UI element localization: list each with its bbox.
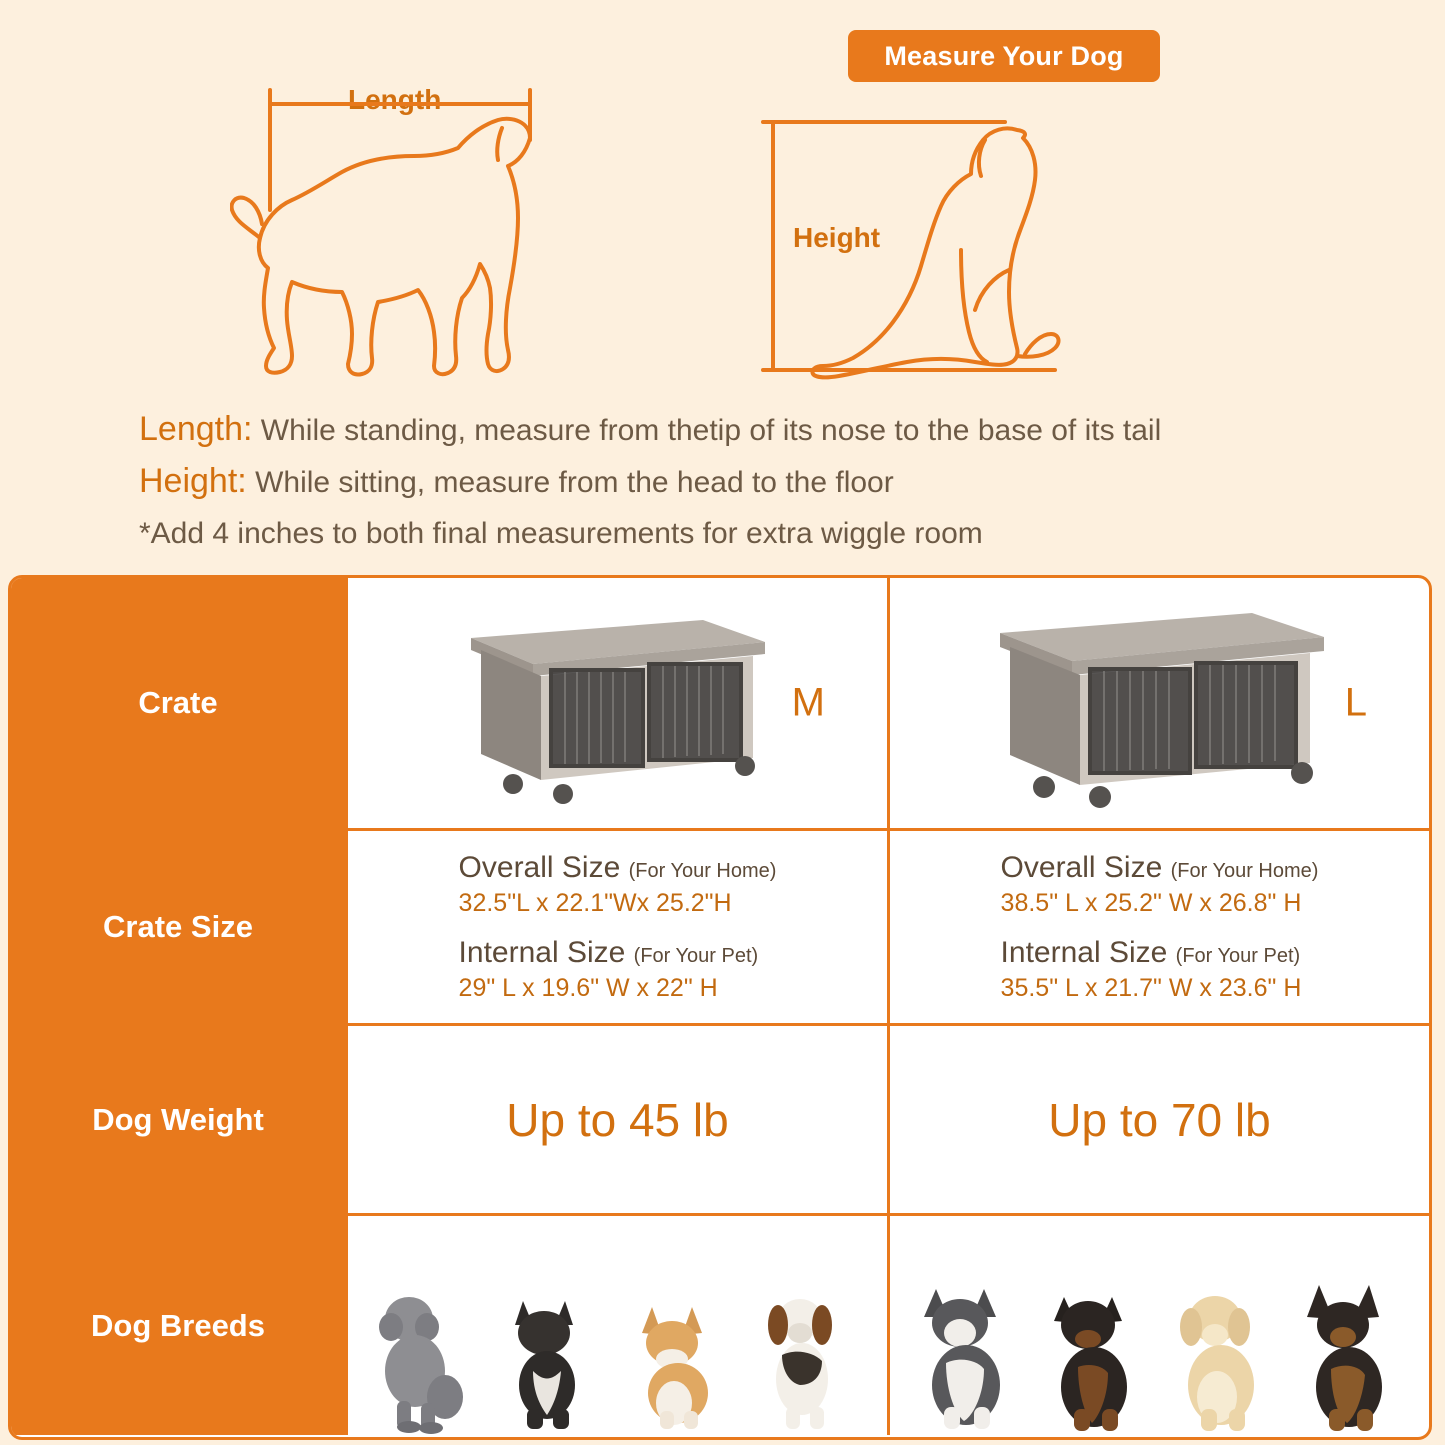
breed-husky — [908, 1285, 1028, 1435]
dog-weight-value-medium: Up to 45 lb — [506, 1093, 729, 1146]
standing-dog-illustration — [230, 80, 570, 380]
husky-image — [908, 1275, 1028, 1435]
crate-size-letter-large: L — [1344, 680, 1367, 725]
overall-size-title-medium — [459, 851, 777, 885]
height-instruction — [139, 456, 1259, 508]
overall-size-sublabel-medium: (For Your Home) — [628, 860, 777, 882]
crate-size-cell-large — [887, 831, 1429, 1023]
table-row-dog-weight — [11, 1023, 1429, 1213]
dog-breeds-cell-large — [887, 1216, 1429, 1435]
crate-image-large — [980, 593, 1340, 813]
overall-size-value-large: 38.5" L x 25.2" W x 26.8" H — [1000, 889, 1302, 917]
breed-list-medium — [348, 1216, 887, 1435]
breed-list-large — [890, 1216, 1429, 1435]
breed-golden-retriever — [1163, 1285, 1283, 1435]
measurement-instructions — [139, 404, 1259, 560]
wiggle-room-note: *Add 4 inches to both final measurements for extra wiggle room — [139, 517, 983, 550]
beagle-image — [754, 1285, 864, 1435]
crate-size-block-large — [1001, 851, 1319, 1003]
golden-retriever-image — [1163, 1275, 1283, 1435]
row-header-crate: Crate — [11, 578, 345, 828]
overall-size-title-large — [1001, 851, 1319, 885]
sitting-dog-illustration — [755, 100, 1085, 385]
breed-beagle — [749, 1285, 869, 1435]
measure-your-dog-badge: Measure Your Dog — [848, 30, 1160, 82]
dog-breeds-cell-medium — [345, 1216, 887, 1435]
length-instruction-text: While standing, measure from thetip of its nose to the base of its tail — [260, 414, 1162, 447]
crate-size-letter-medium: M — [791, 680, 825, 725]
breed-rottweiler — [1036, 1285, 1156, 1435]
overall-size-label-large: Overall Size — [1000, 851, 1163, 884]
overall-size-label-medium: Overall Size — [458, 851, 621, 884]
internal-size-title-medium — [459, 936, 777, 970]
overall-size-value-medium: 32.5"L x 22.1"Wx 25.2"H — [458, 889, 732, 917]
internal-size-label-large: Internal Size — [1000, 936, 1168, 969]
breed-poodle — [366, 1285, 486, 1435]
row-header-dog-breeds: Dog Breeds — [11, 1216, 345, 1435]
internal-size-value-large: 35.5" L x 21.7" W x 23.6" H — [1000, 974, 1302, 1002]
rottweiler-image — [1036, 1275, 1156, 1435]
dog-weight-cell-large — [887, 1026, 1429, 1213]
table-row-dog-breeds — [11, 1213, 1429, 1435]
length-instruction — [139, 404, 1259, 456]
row-header-dog-weight: Dog Weight — [11, 1026, 345, 1213]
crate-comparison-table — [8, 575, 1432, 1440]
german-shepherd-image — [1291, 1275, 1411, 1435]
french-bulldog-image — [499, 1285, 609, 1435]
breed-corgi — [621, 1285, 741, 1435]
length-label: Length — [348, 84, 442, 115]
crate-cell-large — [887, 578, 1429, 828]
crate-size-cell-medium — [345, 831, 887, 1023]
internal-size-label-medium: Internal Size — [458, 936, 626, 969]
crate-cell-medium — [345, 578, 887, 828]
internal-size-value-medium: 29" L x 19.6" W x 22" H — [458, 974, 718, 1002]
height-instruction-text: While sitting, measure from the head to the floor — [255, 466, 894, 499]
crate-size-block-medium — [459, 851, 777, 1003]
overall-size-sublabel-large: (For Your Home) — [1170, 860, 1319, 882]
dog-weight-cell-medium — [345, 1026, 887, 1213]
table-row-crate — [11, 578, 1429, 828]
internal-size-sublabel-large: (For Your Pet) — [1175, 945, 1301, 967]
internal-size-title-large — [1001, 936, 1319, 970]
dog-weight-value-large: Up to 70 lb — [1048, 1093, 1271, 1146]
length-instruction-key: Length: — [139, 410, 253, 448]
height-instruction-key: Height: — [139, 462, 247, 500]
corgi-image — [626, 1285, 736, 1435]
row-header-crate-size: Crate Size — [11, 831, 345, 1023]
height-label: Height — [793, 222, 881, 253]
breed-german-shepherd — [1291, 1285, 1411, 1435]
poodle-image — [371, 1285, 481, 1435]
table-row-crate-size — [11, 828, 1429, 1023]
crate-image-medium — [453, 598, 783, 808]
breed-french-bulldog — [494, 1285, 614, 1435]
internal-size-sublabel-medium: (For Your Pet) — [633, 945, 759, 967]
